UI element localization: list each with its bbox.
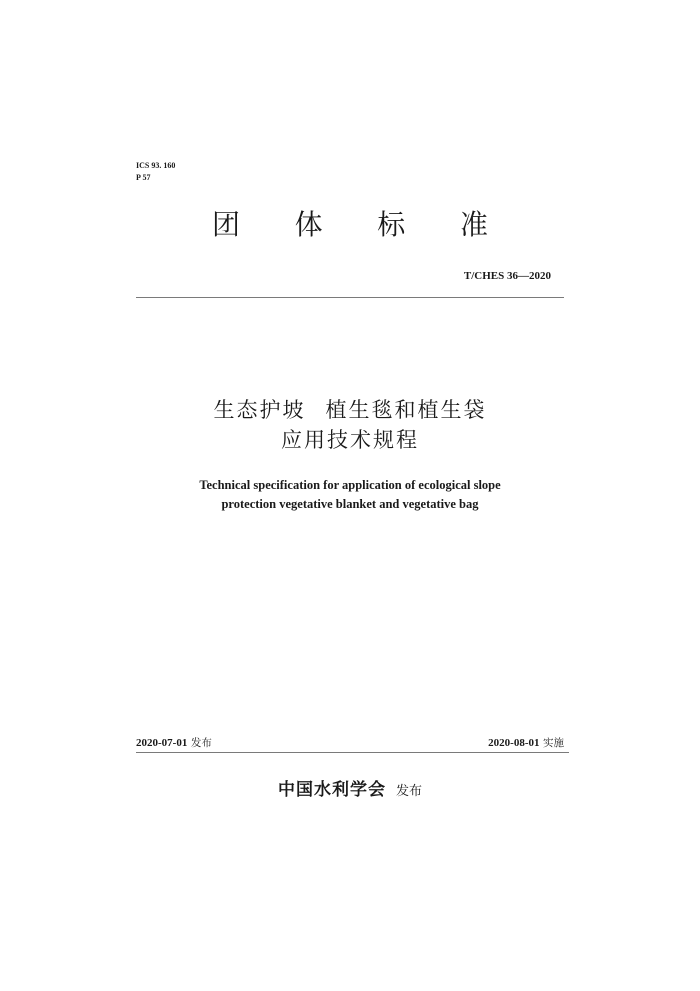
standard-type-char: 体 <box>294 208 323 241</box>
date-row <box>136 735 564 750</box>
ccs-code: P 57 <box>136 173 151 182</box>
publisher-action: 发布 <box>395 784 422 799</box>
english-title-line-1: Technical specification for application of ecological slope <box>199 478 501 492</box>
publisher-line <box>0 775 700 800</box>
effective-date-block <box>488 735 564 750</box>
ics-code: ICS 93. 160 <box>136 161 176 170</box>
english-title-line-2: protection vegetative blanket and vegetative bag <box>221 497 479 511</box>
issue-label: 发布 <box>190 737 212 749</box>
standard-type-char: 团 <box>211 208 240 241</box>
chinese-title <box>0 395 700 455</box>
bottom-divider <box>136 752 569 753</box>
standard-type-char: 准 <box>459 208 488 241</box>
issue-date-block <box>136 735 212 750</box>
chinese-title-line-2: 应用技术规程 <box>281 428 419 452</box>
chinese-title-line-1 <box>0 395 700 425</box>
top-divider <box>136 297 564 298</box>
classification-codes <box>136 160 175 184</box>
standard-type-char: 标 <box>377 208 406 241</box>
standard-code: T/CHES 36—2020 <box>463 270 551 282</box>
effective-label: 实施 <box>543 737 564 749</box>
effective-date: 2020-08-01 <box>488 737 540 749</box>
standard-type-heading <box>136 207 564 243</box>
english-title <box>0 476 700 514</box>
publisher-organization: 中国水利学会 <box>277 780 386 800</box>
chinese-title-part-a: 生态护坡 <box>213 398 306 422</box>
issue-date: 2020-07-01 <box>136 737 188 749</box>
chinese-title-part-b: 植生毯和植生袋 <box>325 398 487 422</box>
